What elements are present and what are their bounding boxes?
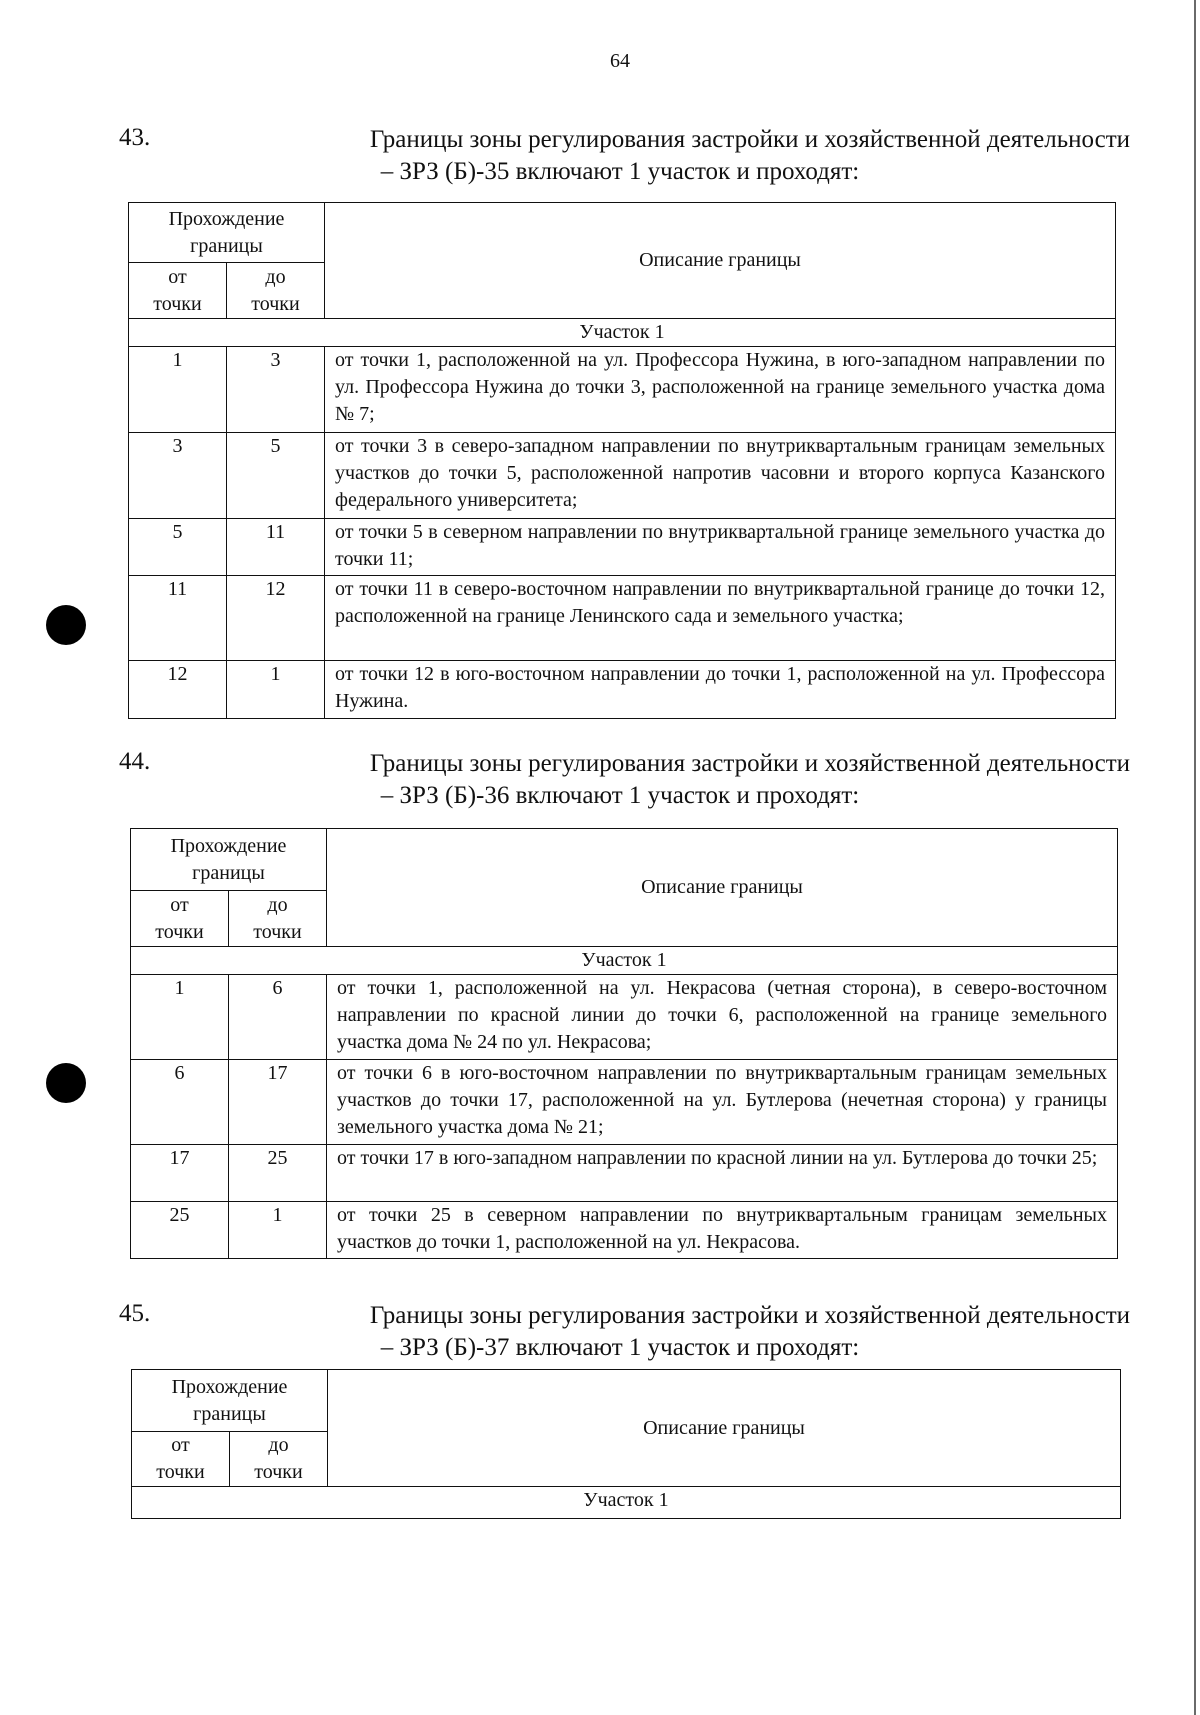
table-row [131,1202,1118,1259]
section-title: Границы зоны регулирования застройки и хозяйственной деятельности [369,750,1130,777]
section-number: 45. [119,1300,151,1327]
section-title: Границы зоны регулирования застройки и хозяйственной деятельности [369,1302,1130,1329]
table-row [131,975,1118,1060]
section-subtitle: – ЗРЗ (Б)-35 включают 1 участок и проходят: [380,158,860,185]
from-point: 25 [131,1202,229,1259]
header-to: до точки [230,1432,328,1487]
to-point: 1 [229,1202,327,1259]
header-to: до точки [227,263,325,319]
to-point: 12 [227,576,325,661]
row-description: от точки 17 в юго-западном направлении по красной линии на ул. Бутлерова до точки 25; [327,1145,1118,1202]
row-description: от точки 11 в северо-восточном направлении по внутриквартальной границе до точки 12, расположенной на границе Ленинского сада и земельного участка; [325,576,1116,661]
to-point: 6 [229,975,327,1060]
page-edge [1194,0,1196,1715]
to-point: 25 [229,1145,327,1202]
boundary-table-43 [128,202,1116,719]
boundary-table-45 [131,1369,1121,1519]
punch-hole-icon [46,1063,86,1103]
from-point: 17 [131,1145,229,1202]
table-row [131,1145,1118,1202]
header-from: от точки [129,263,227,319]
from-point: 1 [129,347,227,433]
row-description: от точки 1, расположенной на ул. Профессора Нужина, в юго-западном направлении по ул. Профессора Нужина до точки 3, расположенной на границе земельного участка дома № 7; [325,347,1116,433]
from-point: 1 [131,975,229,1060]
header-passage: Прохождение границы [132,1370,328,1432]
section-subtitle: – ЗРЗ (Б)-36 включают 1 участок и проходят: [380,782,860,809]
header-description: Описание границы [325,203,1116,319]
table-row [129,347,1116,433]
header-passage: Прохождение границы [129,203,325,263]
header-from: от точки [131,891,229,947]
table-row [129,433,1116,519]
table-row [129,661,1116,719]
from-point: 3 [129,433,227,519]
header-description: Описание границы [327,829,1118,947]
row-description: от точки 25 в северном направлении по внутриквартальным границам земельных участков до точки 1, расположенной на ул. Некрасова. [327,1202,1118,1259]
from-point: 5 [129,519,227,576]
row-description: от точки 1, расположенной на ул. Некрасова (четная сторона), в северо-восточном направлении по красной линии до точки 6, расположенной на границе земельного участка дома № 24 по ул. Некрасова; [327,975,1118,1060]
row-description: от точки 12 в юго-восточном направлении до точки 1, расположенной на ул. Профессора Нужина. [325,661,1116,719]
table-row [131,1060,1118,1145]
from-point: 6 [131,1060,229,1145]
to-point: 3 [227,347,325,433]
page-number: 64 [610,50,630,72]
to-point: 17 [229,1060,327,1145]
from-point: 12 [129,661,227,719]
boundary-table-44 [130,828,1118,1259]
to-point: 11 [227,519,325,576]
header-description: Описание границы [328,1370,1121,1487]
table-row [129,576,1116,661]
header-to: до точки [229,891,327,947]
header-from: от точки [132,1432,230,1487]
plot-row: Участок 1 [131,947,1118,975]
from-point: 11 [129,576,227,661]
section-title: Границы зоны регулирования застройки и хозяйственной деятельности [369,126,1130,153]
plot-row: Участок 1 [132,1487,1121,1519]
row-description: от точки 6 в юго-восточном направлении по внутриквартальным границам земельных участков до точки 17, расположенной на ул. Бутлерова (нечетная сторона) у границы земельного участка дома № 21; [327,1060,1118,1145]
header-passage: Прохождение границы [131,829,327,891]
section-subtitle: – ЗРЗ (Б)-37 включают 1 участок и проходят: [380,1334,860,1361]
section-number: 43. [119,124,151,151]
plot-row: Участок 1 [129,319,1116,347]
section-number: 44. [119,748,151,775]
row-description: от точки 3 в северо-западном направлении по внутриквартальным границам земельных участков до точки 5, расположенной напротив часовни и второго корпуса Казанского федерального университета; [325,433,1116,519]
row-description: от точки 5 в северном направлении по внутриквартальной границе земельного участка до точки 11; [325,519,1116,576]
table-row [129,519,1116,576]
punch-hole-icon [46,605,86,645]
to-point: 5 [227,433,325,519]
to-point: 1 [227,661,325,719]
